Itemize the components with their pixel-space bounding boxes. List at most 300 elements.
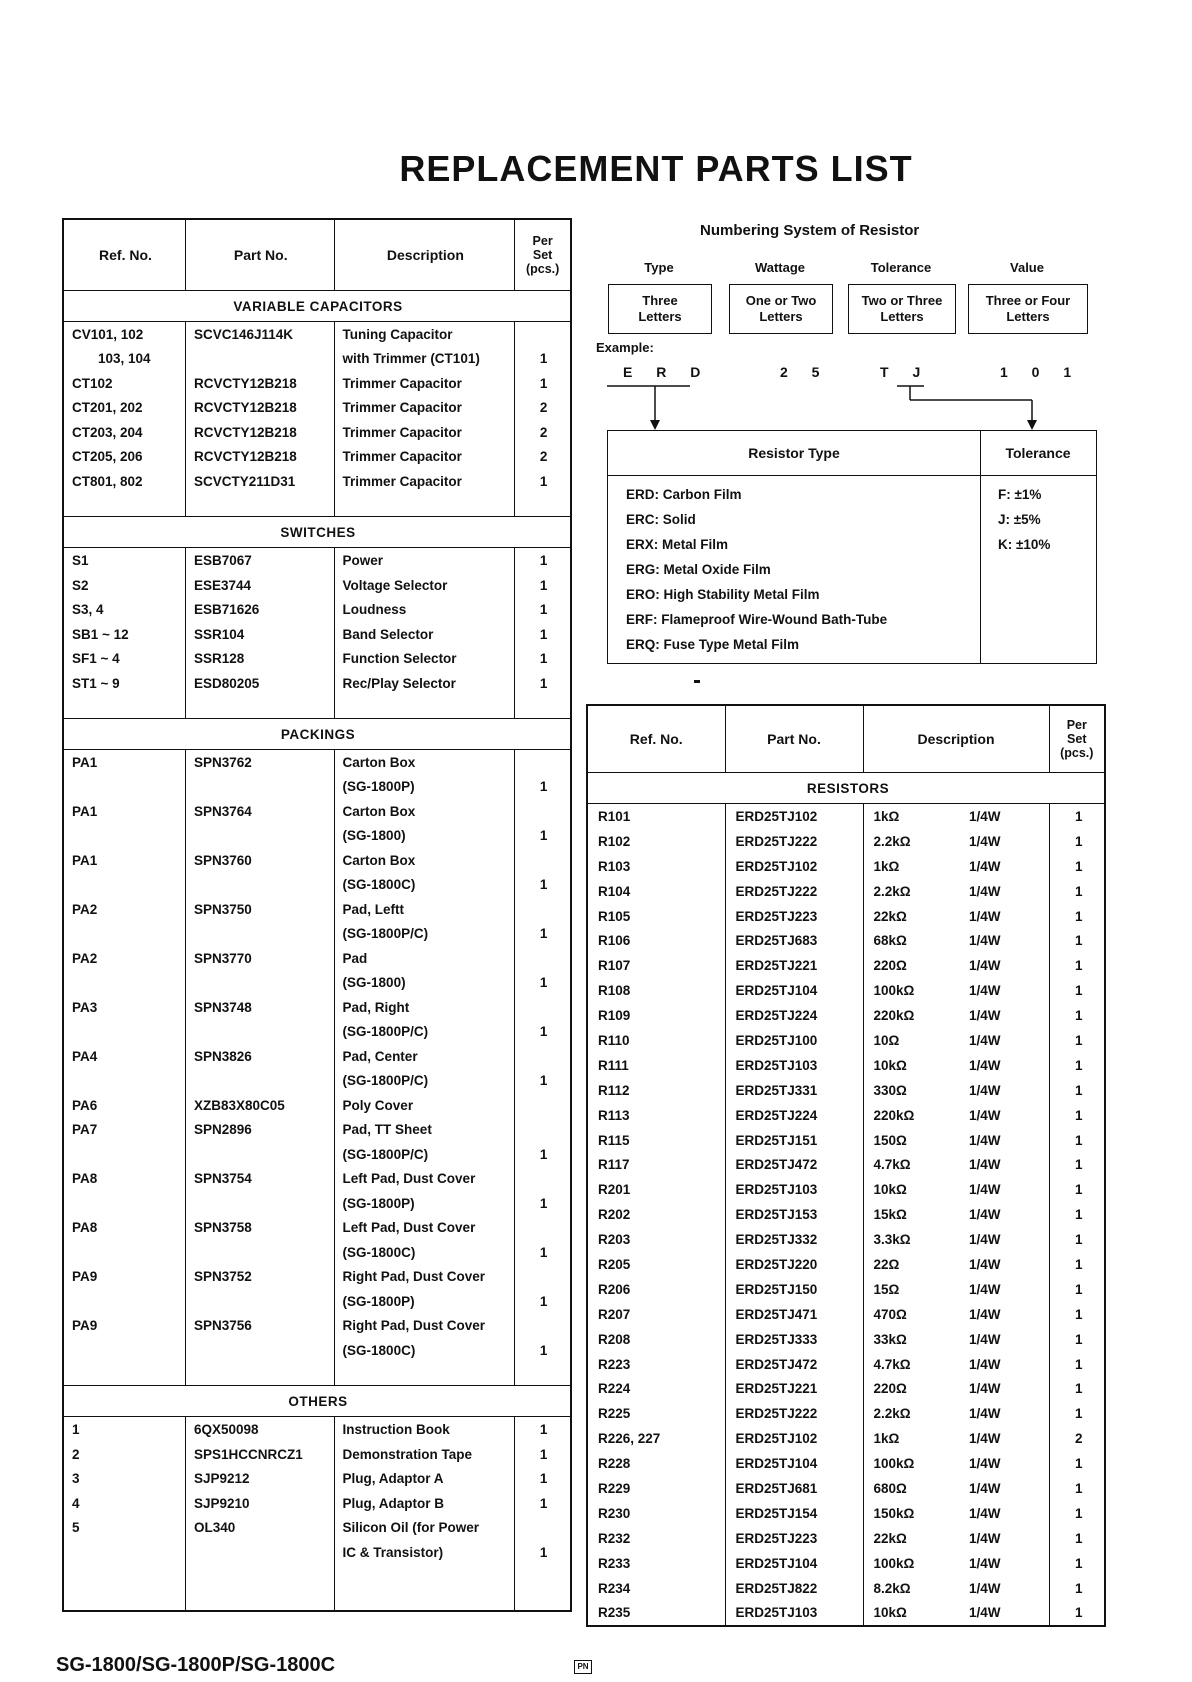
per-set: 1 — [1049, 1277, 1105, 1302]
col-description: Description — [863, 705, 1049, 773]
wattage: 1/4W — [969, 1580, 1001, 1596]
per-set: 1 — [515, 671, 571, 696]
resistor-type-item: ERX: Metal Film — [626, 537, 729, 552]
wattage: 1/4W — [969, 1381, 1001, 1397]
resistance: 10kΩ — [863, 1601, 965, 1626]
ref-no: R233 — [587, 1551, 725, 1576]
wattage: 1/4W — [969, 1456, 1001, 1472]
numbering-letters-box: One or Two Letters — [729, 284, 833, 334]
description: (SG-1800P/C) — [334, 1020, 515, 1045]
per-set: 1 — [1049, 1227, 1105, 1252]
ref-no: 4 — [63, 1491, 185, 1516]
table-row — [587, 1476, 1105, 1501]
model-footer: SG-1800/SG-1800P/SG-1800C — [56, 1654, 336, 1676]
per-set: 1 — [1049, 1476, 1105, 1501]
part-no: OL340 — [185, 1515, 334, 1540]
description: (SG-1800P) — [334, 1191, 515, 1216]
description: Left Pad, Dust Cover — [334, 1216, 515, 1241]
col-per-set: Per Set (pcs.) — [515, 219, 571, 291]
wattage: 1/4W — [969, 1032, 1001, 1048]
resistance: 8.2kΩ — [863, 1576, 965, 1601]
ref-no: PA4 — [63, 1044, 185, 1069]
ref-no: R109 — [587, 1003, 725, 1028]
table-row — [587, 1352, 1105, 1377]
part-no: ERD25TJ103 — [725, 1601, 863, 1626]
example-value: 2 5 — [780, 364, 830, 380]
part-no: SPN3752 — [185, 1265, 334, 1290]
resistance: 1kΩ — [863, 804, 965, 829]
description: (SG-1800P/C) — [334, 1069, 515, 1094]
resistance: 3.3kΩ — [863, 1227, 965, 1252]
ref-no: S3, 4 — [63, 597, 185, 622]
ref-no: CT201, 202 — [63, 396, 185, 421]
description: (SG-1800C) — [334, 873, 515, 898]
per-set: 1 — [515, 775, 571, 800]
part-no: ERD25TJ104 — [725, 1551, 863, 1576]
example-value: E R D — [623, 364, 711, 380]
ref-no: PA9 — [63, 1265, 185, 1290]
part-no: ERD25TJ103 — [725, 1053, 863, 1078]
resistance: 2.2kΩ — [863, 1401, 965, 1426]
part-no: ESB71626 — [185, 597, 334, 622]
part-no: ERD25TJ104 — [725, 1451, 863, 1476]
wattage: 1/4W — [969, 1207, 1001, 1223]
description: Left Pad, Dust Cover — [334, 1167, 515, 1192]
table-row — [587, 1576, 1105, 1601]
resistance: 22Ω — [863, 1252, 965, 1277]
per-set: 1 — [1049, 1003, 1105, 1028]
tolerance-header: Tolerance — [980, 431, 1096, 476]
per-set: 2 — [515, 445, 571, 470]
per-set: 1 — [1049, 1202, 1105, 1227]
ref-no: R112 — [587, 1078, 725, 1103]
per-set: 1 — [515, 873, 571, 898]
table-row — [587, 1177, 1105, 1202]
per-set: 1 — [515, 1289, 571, 1314]
table-row — [587, 804, 1105, 829]
table-row — [587, 1103, 1105, 1128]
part-no: XZB83X80C05 — [185, 1093, 334, 1118]
resistance: 10kΩ — [863, 1177, 965, 1202]
part-no: ERD25TJ221 — [725, 1376, 863, 1401]
wattage: 1/4W — [969, 833, 1001, 849]
part-no: RCVCTY12B218 — [185, 420, 334, 445]
description: Power — [334, 548, 515, 573]
wattage: 1/4W — [969, 1157, 1001, 1173]
ref-no: 2 — [63, 1442, 185, 1467]
part-no: ERD25TJ221 — [725, 953, 863, 978]
stray-mark — [694, 680, 700, 683]
part-no: ERD25TJ153 — [725, 1202, 863, 1227]
ref-no: R105 — [587, 904, 725, 929]
part-no: ERD25TJ224 — [725, 1103, 863, 1128]
ref-no: PA1 — [63, 799, 185, 824]
ref-no: R111 — [587, 1053, 725, 1078]
description: Tuning Capacitor — [334, 322, 515, 347]
per-set: 1 — [515, 1240, 571, 1265]
description: Pad, TT Sheet — [334, 1118, 515, 1143]
per-set: 2 — [1049, 1426, 1105, 1451]
part-no: ERD25TJ100 — [725, 1028, 863, 1053]
spacer-row — [587, 1625, 1105, 1626]
description: Carton Box — [334, 848, 515, 873]
resistance: 100kΩ — [863, 1551, 965, 1576]
part-no: ERD25TJ104 — [725, 978, 863, 1003]
part-no: SPN3754 — [185, 1167, 334, 1192]
wattage: 1/4W — [969, 858, 1001, 874]
part-no: ERD25TJ222 — [725, 1401, 863, 1426]
table-row — [587, 879, 1105, 904]
table-row — [587, 1376, 1105, 1401]
ref-no: R205 — [587, 1252, 725, 1277]
resistance: 15Ω — [863, 1277, 965, 1302]
ref-no: PA7 — [63, 1118, 185, 1143]
per-set: 1 — [1049, 1078, 1105, 1103]
part-no: SSR104 — [185, 622, 334, 647]
ref-no: ST1 ~ 9 — [63, 671, 185, 696]
spacer-cell — [863, 1625, 965, 1626]
resistance: 1kΩ — [863, 854, 965, 879]
ref-no: 3 — [63, 1466, 185, 1491]
per-set: 1 — [1049, 1152, 1105, 1177]
resistor-type-item: ERD: Carbon Film — [626, 487, 742, 502]
resistor-type-header: Resistor Type — [608, 431, 980, 476]
per-set: 1 — [1049, 1128, 1105, 1153]
resistance: 100kΩ — [863, 978, 965, 1003]
per-set: 1 — [515, 1466, 571, 1491]
section-title: OTHERS — [63, 1386, 571, 1417]
section-header — [587, 773, 1105, 804]
per-set: 1 — [1049, 1551, 1105, 1576]
part-no: ERD25TJ150 — [725, 1277, 863, 1302]
part-no: ERD25TJ822 — [725, 1576, 863, 1601]
ref-no: SB1 ~ 12 — [63, 622, 185, 647]
part-no: ESE3744 — [185, 573, 334, 598]
part-no: ERD25TJ681 — [725, 1476, 863, 1501]
ref-no: PA8 — [63, 1216, 185, 1241]
per-set: 1 — [1049, 1501, 1105, 1526]
description: Band Selector — [334, 622, 515, 647]
example-value: 1 0 1 — [1000, 364, 1082, 380]
per-set: 1 — [1049, 1526, 1105, 1551]
wattage: 1/4W — [969, 1356, 1001, 1372]
part-no: ERD25TJ102 — [725, 804, 863, 829]
part-no: RCVCTY12B218 — [185, 396, 334, 421]
table-row — [587, 953, 1105, 978]
wattage: 1/4W — [969, 1480, 1001, 1496]
ref-no: R202 — [587, 1202, 725, 1227]
ref-no: R201 — [587, 1177, 725, 1202]
description: Function Selector — [334, 646, 515, 671]
description: (SG-1800P) — [334, 1289, 515, 1314]
per-set: 1 — [1049, 804, 1105, 829]
description: (SG-1800P/C) — [334, 1142, 515, 1167]
part-no: SPN3826 — [185, 1044, 334, 1069]
ref-no: R232 — [587, 1526, 725, 1551]
ref-no: R102 — [587, 829, 725, 854]
resistance: 22kΩ — [863, 904, 965, 929]
per-set: 1 — [515, 971, 571, 996]
ref-no: 1 — [63, 1417, 185, 1442]
resistance: 22kΩ — [863, 1526, 965, 1551]
example-value: T J — [880, 364, 931, 380]
wattage: 1/4W — [969, 1431, 1001, 1447]
resistance: 470Ω — [863, 1302, 965, 1327]
per-set: 1 — [1049, 1177, 1105, 1202]
description: (SG-1800) — [334, 971, 515, 996]
description: Trimmer Capacitor — [334, 445, 515, 470]
part-no: SPN3764 — [185, 799, 334, 824]
wattage: 1/4W — [969, 1281, 1001, 1297]
ref-no: PA1 — [63, 750, 185, 775]
section-title: PACKINGS — [63, 719, 571, 750]
part-no: SPS1HCCNRCZ1 — [185, 1442, 334, 1467]
description: Loudness — [334, 597, 515, 622]
part-no: SPN3770 — [185, 946, 334, 971]
numbering-letters-box: Three Letters — [608, 284, 712, 334]
description: (SG-1800C) — [334, 1338, 515, 1363]
ref-no: R230 — [587, 1501, 725, 1526]
per-set: 1 — [1049, 978, 1105, 1003]
numbering-column-label: Value — [1010, 260, 1044, 275]
description: with Trimmer (CT101) — [334, 347, 515, 372]
numbering-system-title: Numbering System of Resistor — [700, 222, 920, 239]
tolerance-item: J: ±5% — [998, 512, 1041, 527]
table-row — [587, 928, 1105, 953]
page-title: REPLACEMENT PARTS LIST — [399, 148, 913, 189]
ref-no: R107 — [587, 953, 725, 978]
part-no: SPN3760 — [185, 848, 334, 873]
ref-no: R113 — [587, 1103, 725, 1128]
table-row — [587, 1302, 1105, 1327]
per-set: 1 — [1049, 1302, 1105, 1327]
table-row — [587, 1202, 1105, 1227]
per-set: 1 — [515, 646, 571, 671]
per-set: 1 — [1049, 953, 1105, 978]
description: Carton Box — [334, 750, 515, 775]
ref-no: R206 — [587, 1277, 725, 1302]
numbering-column-label: Tolerance — [870, 260, 932, 275]
resistance: 220kΩ — [863, 1003, 965, 1028]
ref-no: SF1 ~ 4 — [63, 646, 185, 671]
part-no: ERD25TJ472 — [725, 1152, 863, 1177]
part-no: RCVCTY12B218 — [185, 371, 334, 396]
per-set: 2 — [515, 420, 571, 445]
table-row — [587, 1426, 1105, 1451]
ref-no: CT102 — [63, 371, 185, 396]
description: Demonstration Tape — [334, 1442, 515, 1467]
col-per-set: Per Set (pcs.) — [1049, 705, 1105, 773]
ref-no: PA9 — [63, 1314, 185, 1339]
ref-no: R225 — [587, 1401, 725, 1426]
ref-no: 5 — [63, 1515, 185, 1540]
resistance: 330Ω — [863, 1078, 965, 1103]
table-row — [587, 1252, 1105, 1277]
per-set: 1 — [1049, 879, 1105, 904]
part-no: 6QX50098 — [185, 1417, 334, 1442]
per-set: 1 — [1049, 1252, 1105, 1277]
table-row — [587, 1128, 1105, 1153]
description: Pad — [334, 946, 515, 971]
resistance: 15kΩ — [863, 1202, 965, 1227]
per-set: 1 — [515, 371, 571, 396]
ref-no: CT801, 802 — [63, 469, 185, 494]
part-no: SJP9210 — [185, 1491, 334, 1516]
part-no: SCVCTY211D31 — [185, 469, 334, 494]
per-set: 1 — [515, 1442, 571, 1467]
brand-logo: PN — [574, 1660, 592, 1674]
per-set: 1 — [1049, 928, 1105, 953]
part-no: SPN2896 — [185, 1118, 334, 1143]
table-row — [587, 1601, 1105, 1626]
wattage: 1/4W — [969, 1232, 1001, 1248]
ref-no: S1 — [63, 548, 185, 573]
section-title: RESISTORS — [587, 773, 1105, 804]
description: Plug, Adaptor B — [334, 1491, 515, 1516]
description: Pad, Leftt — [334, 897, 515, 922]
part-no: ERD25TJ683 — [725, 928, 863, 953]
wattage: 1/4W — [969, 983, 1001, 999]
part-no: SPN3758 — [185, 1216, 334, 1241]
section-title: SWITCHES — [63, 517, 571, 548]
description: Right Pad, Dust Cover — [334, 1314, 515, 1339]
table-row — [587, 1277, 1105, 1302]
description: Pad, Right — [334, 995, 515, 1020]
resistance: 33kΩ — [863, 1327, 965, 1352]
resistance: 220kΩ — [863, 1103, 965, 1128]
col-part-no: Part No. — [725, 705, 863, 773]
per-set: 1 — [1049, 854, 1105, 879]
col-ref-no: Ref. No. — [63, 219, 185, 291]
ref-no: PA6 — [63, 1093, 185, 1118]
part-no: SPN3762 — [185, 750, 334, 775]
description: Voltage Selector — [334, 573, 515, 598]
wattage: 1/4W — [969, 1182, 1001, 1198]
description: IC & Transistor) — [334, 1540, 515, 1565]
part-no: SJP9212 — [185, 1466, 334, 1491]
description: Rec/Play Selector — [334, 671, 515, 696]
description: Carton Box — [334, 799, 515, 824]
description: Trimmer Capacitor — [334, 371, 515, 396]
per-set: 1 — [1049, 1451, 1105, 1476]
per-set: 1 — [1049, 1028, 1105, 1053]
spacer-cell — [1049, 1625, 1105, 1626]
ref-no: R226, 227 — [587, 1426, 725, 1451]
table-row — [587, 978, 1105, 1003]
part-no: ERD25TJ220 — [725, 1252, 863, 1277]
col-description: Description — [334, 219, 515, 291]
table-row — [587, 1078, 1105, 1103]
ref-no: R224 — [587, 1376, 725, 1401]
tolerance-item: K: ±10% — [998, 537, 1051, 552]
ref-no: R117 — [587, 1152, 725, 1177]
spacer-cell — [587, 1625, 725, 1626]
per-set: 1 — [1049, 1576, 1105, 1601]
table-row — [587, 829, 1105, 854]
resistance: 2.2kΩ — [863, 879, 965, 904]
wattage: 1/4W — [969, 1331, 1001, 1347]
table-row — [587, 1003, 1105, 1028]
per-set: 1 — [1049, 1103, 1105, 1128]
table-row — [587, 1028, 1105, 1053]
per-set: 1 — [515, 1338, 571, 1363]
resistance: 4.7kΩ — [863, 1152, 965, 1177]
resistance: 150Ω — [863, 1128, 965, 1153]
part-no: SPN3748 — [185, 995, 334, 1020]
resistance: 68kΩ — [863, 928, 965, 953]
per-set: 1 — [515, 597, 571, 622]
ref-no: PA8 — [63, 1167, 185, 1192]
description: (SG-1800P) — [334, 775, 515, 800]
description: Trimmer Capacitor — [334, 420, 515, 445]
ref-no: R106 — [587, 928, 725, 953]
per-set: 1 — [1049, 1352, 1105, 1377]
part-no: ERD25TJ333 — [725, 1327, 863, 1352]
ref-no: CV101, 102 — [63, 322, 185, 347]
part-no: SPN3756 — [185, 1314, 334, 1339]
per-set: 1 — [515, 1020, 571, 1045]
resistance: 220Ω — [863, 953, 965, 978]
table-row — [587, 854, 1105, 879]
ref-no: R228 — [587, 1451, 725, 1476]
per-set: 1 — [515, 347, 571, 372]
table-row — [587, 1526, 1105, 1551]
per-set: 1 — [515, 1417, 571, 1442]
spacer-cell — [965, 1625, 1049, 1626]
per-set: 1 — [515, 622, 571, 647]
ref-no: PA1 — [63, 848, 185, 873]
ref-no: 103, 104 — [63, 347, 185, 372]
resistance: 100kΩ — [863, 1451, 965, 1476]
resistance: 10kΩ — [863, 1053, 965, 1078]
ref-no: R235 — [587, 1601, 725, 1626]
table-row — [587, 1401, 1105, 1426]
per-set: 1 — [515, 548, 571, 573]
wattage: 1/4W — [969, 1008, 1001, 1024]
table-row — [587, 1227, 1105, 1252]
description: (SG-1800C) — [334, 1240, 515, 1265]
part-no: SPN3750 — [185, 897, 334, 922]
resistance: 2.2kΩ — [863, 829, 965, 854]
parts-table-resistors — [586, 704, 1106, 1627]
ref-no: R115 — [587, 1128, 725, 1153]
description: Plug, Adaptor A — [334, 1466, 515, 1491]
resistance: 1kΩ — [863, 1426, 965, 1451]
tolerance-item: F: ±1% — [998, 487, 1042, 502]
ref-no: PA3 — [63, 995, 185, 1020]
ref-no: R101 — [587, 804, 725, 829]
per-set: 1 — [515, 824, 571, 849]
wattage: 1/4W — [969, 908, 1001, 924]
description: Poly Cover — [334, 1093, 515, 1118]
per-set: 1 — [515, 1069, 571, 1094]
ref-no: PA2 — [63, 946, 185, 971]
wattage: 1/4W — [969, 883, 1001, 899]
part-no: ERD25TJ331 — [725, 1078, 863, 1103]
description: Trimmer Capacitor — [334, 469, 515, 494]
part-no: ERD25TJ224 — [725, 1003, 863, 1028]
wattage: 1/4W — [969, 1555, 1001, 1571]
ref-no: R203 — [587, 1227, 725, 1252]
col-part-no: Part No. — [185, 219, 334, 291]
resistance: 150kΩ — [863, 1501, 965, 1526]
table-row — [587, 1451, 1105, 1476]
resistance: 220Ω — [863, 1376, 965, 1401]
ref-no: R229 — [587, 1476, 725, 1501]
table-row — [587, 1327, 1105, 1352]
wattage: 1/4W — [969, 958, 1001, 974]
col-ref-no: Ref. No. — [587, 705, 725, 773]
